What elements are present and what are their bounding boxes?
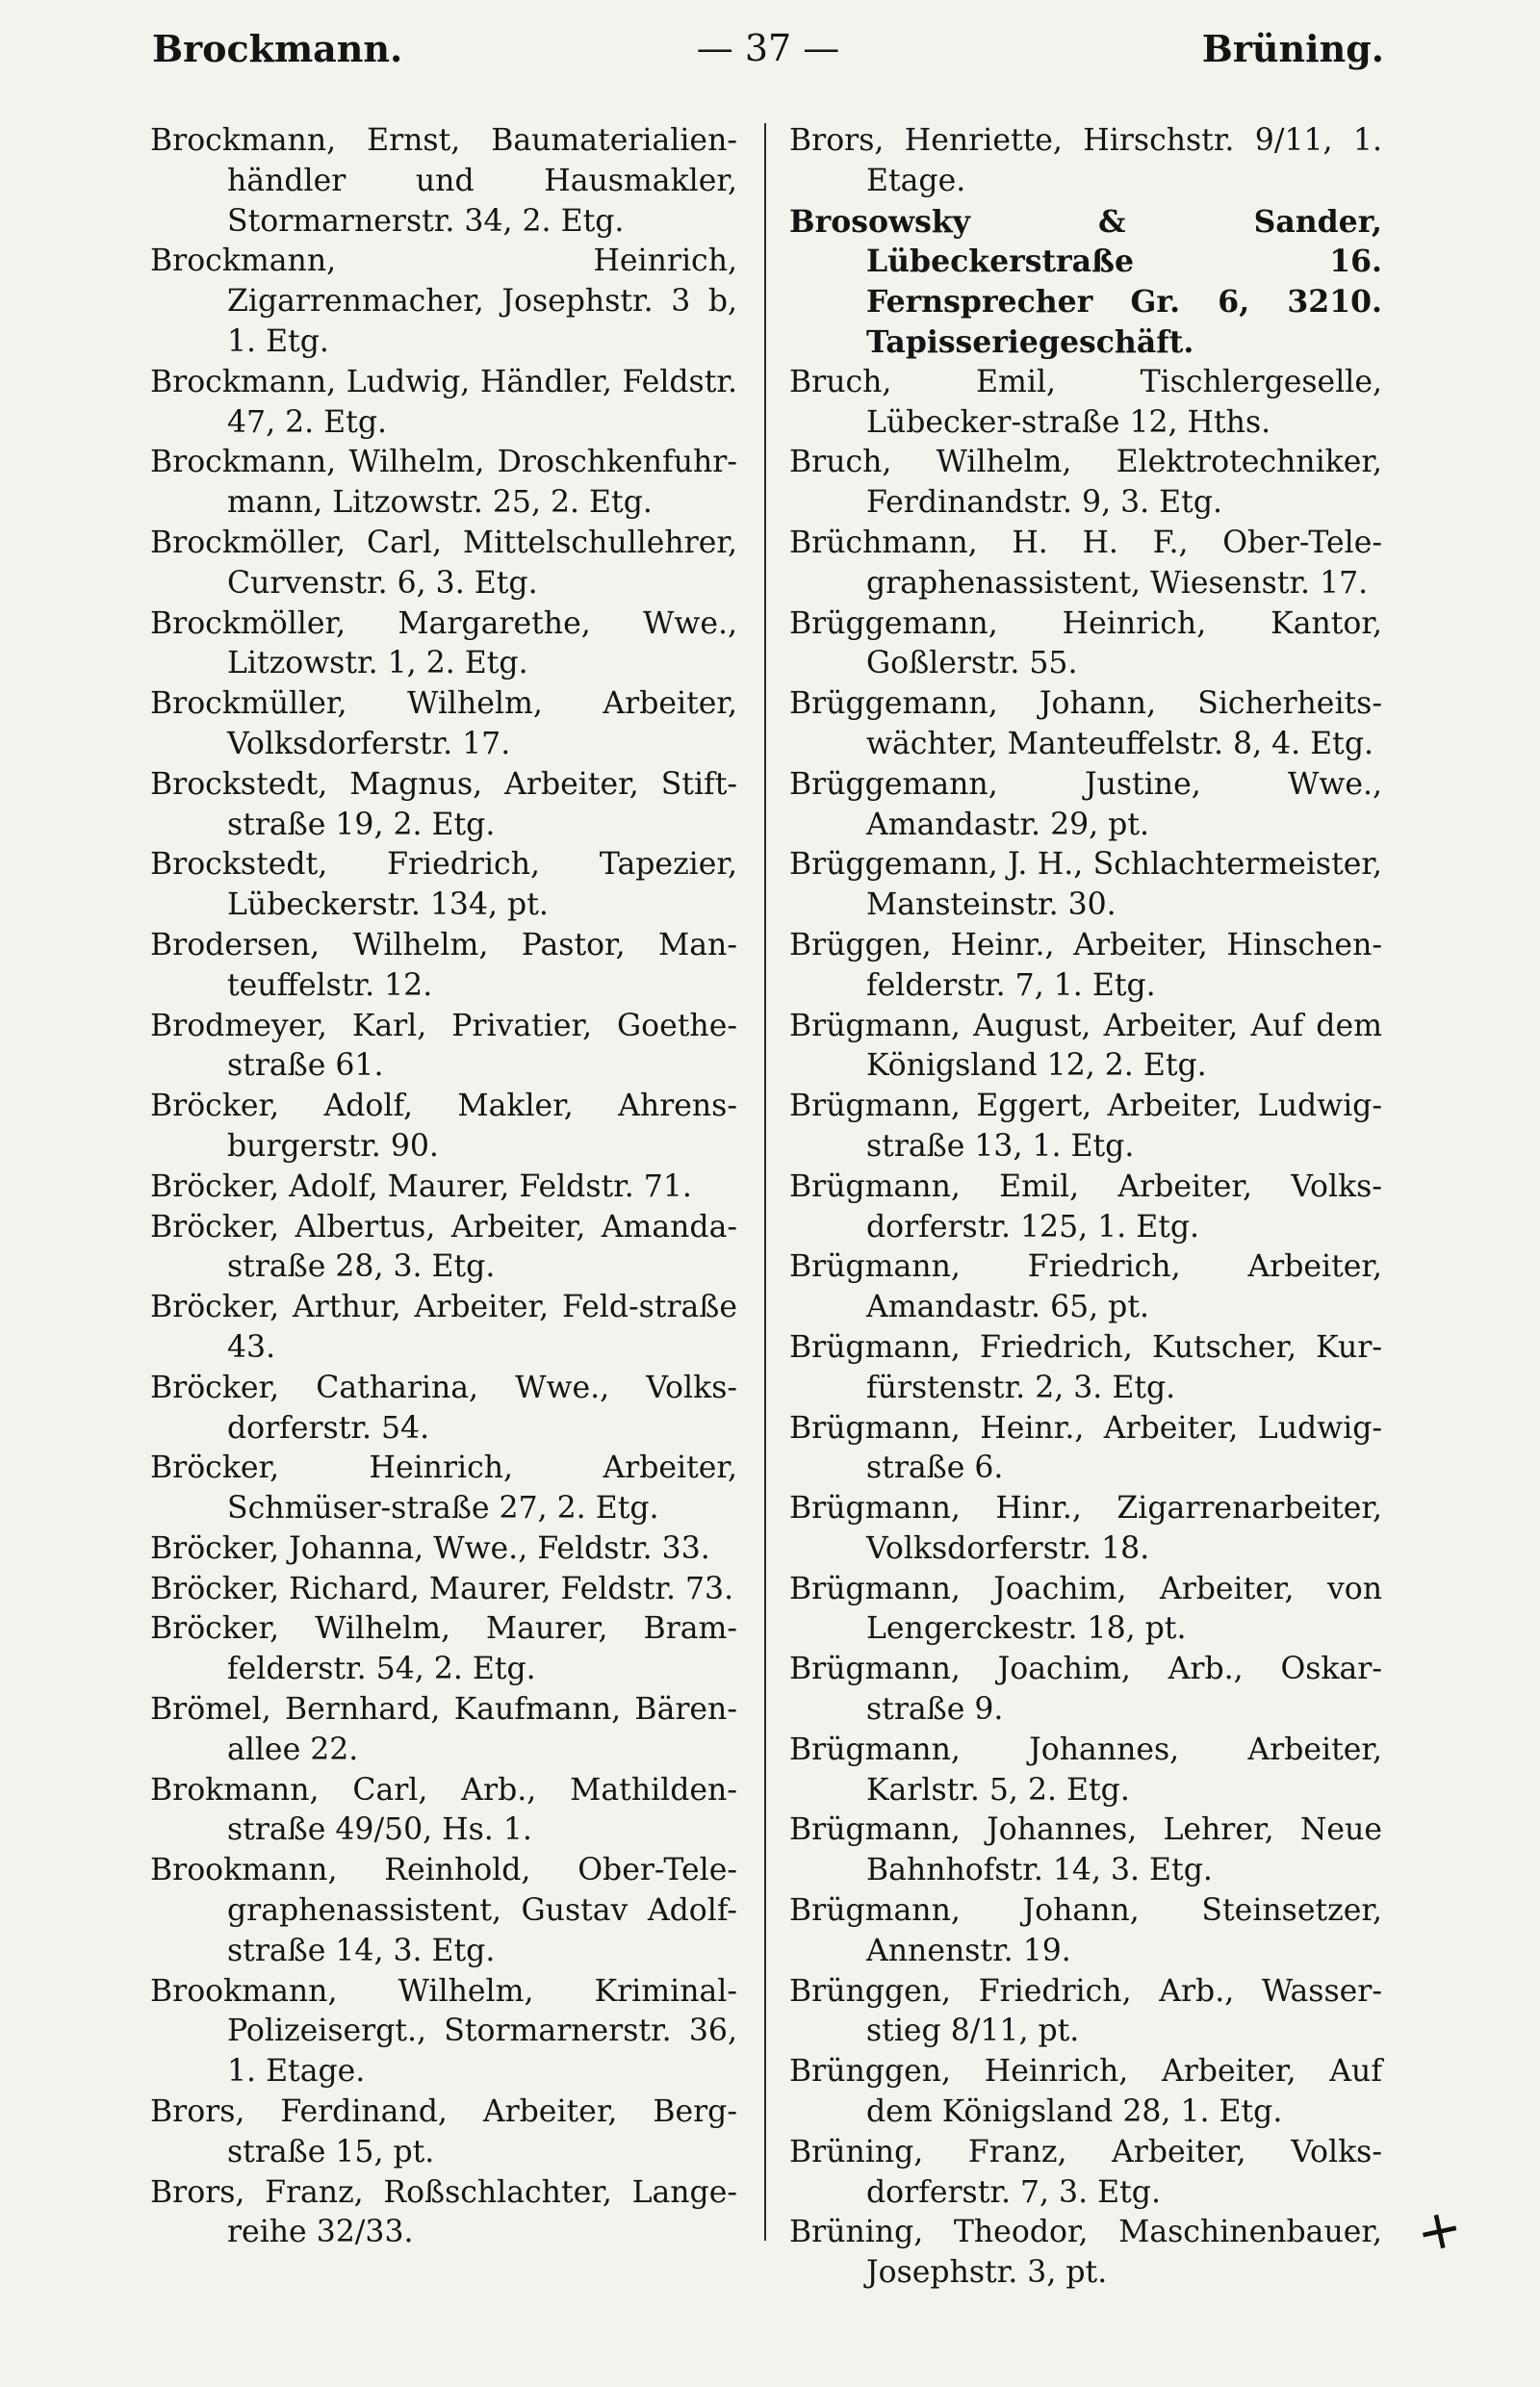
directory-entry: Brookmann, Reinhold, Ober-Tele-graphenassistent, Gustav Adolf-straße 14, 3. Etg. — [150, 1853, 737, 1968]
directory-entry: Brors, Franz, Roßschlachter, Lange-reihe 32/33. — [150, 2174, 737, 2250]
directory-entry: Brügmann, Joachim, Arbeiter, von Lengerckestr. 18, pt. — [789, 1571, 1382, 1647]
directory-entry: Brügmann, Johannes, Lehrer, Neue Bahnhofstr. 14, 3. Etg. — [789, 1812, 1382, 1888]
directory-entry: Brockmann, Ludwig, Händler, Feldstr. 47, 2. Etg. — [150, 364, 737, 440]
directory-entry: Brodmeyer, Karl, Privatier, Goethe-straße 61. — [150, 1008, 737, 1084]
directory-entry: Brügmann, Johann, Steinsetzer, Annenstr. 19. — [789, 1893, 1382, 1968]
directory-entry: Brüggemann, Heinrich, Kantor, Goßlerstr. 55. — [789, 605, 1382, 681]
directory-entry: Brömel, Bernhard, Kaufmann, Bären-allee 22. — [150, 1692, 737, 1767]
directory-entry: Brosowsky & Sander, Lübeckerstraße 16. Fernsprecher Gr. 6, 3210. Tapisseriegeschäft. — [789, 203, 1382, 360]
directory-entry: Brüggen, Heinr., Arbeiter, Hinschen-felderstr. 7, 1. Etg. — [789, 927, 1382, 1003]
directory-entry: Brügmann, Joachim, Arb., Oskar-straße 9. — [789, 1652, 1382, 1728]
directory-entry: Bröcker, Adolf, Maurer, Feldstr. 71. — [150, 1168, 692, 1204]
directory-entry: Brügmann, Hinr., Zigarrenarbeiter, Volksdorferstr. 18. — [789, 1491, 1382, 1566]
directory-entry: Brockmann, Wilhelm, Droschkenfuhr-mann, Litzowstr. 25, 2. Etg. — [150, 445, 737, 521]
page-header — [152, 27, 1384, 85]
directory-entry: Brügmann, Heinr., Arbeiter, Ludwig-straße 6. — [789, 1410, 1382, 1486]
directory-entry: Brünggen, Friedrich, Arb., Wasser-stieg 8/11, pt. — [789, 1973, 1382, 2049]
handwritten-cross-mark: + — [1410, 2194, 1469, 2267]
directory-entry: Bruch, Wilhelm, Elektrotechniker, Ferdinandstr. 9, 3. Etg. — [789, 445, 1382, 521]
directory-entry: Bröcker, Albertus, Arbeiter, Amanda-straße 28, 3. Etg. — [150, 1209, 737, 1285]
directory-entry: Brünggen, Heinrich, Arbeiter, Auf dem Königsland 28, 1. Etg. — [789, 2054, 1382, 2130]
directory-entry: Brüning, Franz, Arbeiter, Volks-dorferstr. 7, 3. Etg. — [789, 2134, 1382, 2210]
directory-entry: Bröcker, Richard, Maurer, Feldstr. 73. — [150, 1571, 734, 1606]
directory-entry: Brodersen, Wilhelm, Pastor, Man-teuffelstr. 12. — [150, 927, 737, 1003]
directory-entry: Bröcker, Johanna, Wwe., Feldstr. 33. — [150, 1530, 710, 1566]
directory-entry: Brockstedt, Friedrich, Tapezier, Lübeckerstr. 134, pt. — [150, 847, 737, 923]
directory-entry: Brockmöller, Margarethe, Wwe., Litzowstr. 1, 2. Etg. — [150, 605, 737, 681]
directory-entry: Brockmöller, Carl, Mittelschullehrer, Curvenstr. 6, 3. Etg. — [150, 525, 737, 601]
directory-entry: Brügmann, Emil, Arbeiter, Volks-dorferstr. 125, 1. Etg. — [789, 1168, 1382, 1245]
directory-entry: Bröcker, Arthur, Arbeiter, Feld-straße 43. — [150, 1290, 737, 1365]
directory-entry: Bröcker, Wilhelm, Maurer, Bram-felderstr. 54, 2. Etg. — [150, 1611, 737, 1687]
directory-entry: Brokmann, Carl, Arb., Mathilden-straße 49/50, Hs. 1. — [150, 1772, 737, 1848]
directory-entry: Brors, Henriette, Hirschstr. 9/11, 1. Etage. — [789, 123, 1382, 198]
directory-entry: Bröcker, Adolf, Makler, Ahrens-burgerstr. 90. — [150, 1089, 737, 1164]
directory-entry: Brüggemann, Johann, Sicherheits-wächter, Manteuffelstr. 8, 4. Etg. — [789, 686, 1382, 761]
header-first-name: Brockmann. — [152, 27, 403, 70]
directory-entry: Brockstedt, Magnus, Arbeiter, Stift-straße 19, 2. Etg. — [150, 766, 737, 842]
directory-entry: Brookmann, Wilhelm, Kriminal-Polizeisergt., Stormarnerstr. 36, 1. Etage. — [150, 1973, 737, 2090]
directory-entry: Bröcker, Heinrich, Arbeiter, Schmüser-straße 27, 2. Etg. — [150, 1450, 737, 1527]
directory-entry: Brügmann, August, Arbeiter, Auf dem Königsland 12, 2. Etg. — [789, 1008, 1382, 1084]
directory-entry: Brockmüller, Wilhelm, Arbeiter, Volksdorferstr. 17. — [150, 686, 737, 761]
page-number: — 37 — — [696, 27, 840, 69]
directory-entry: Brors, Ferdinand, Arbeiter, Berg-straße 15, pt. — [150, 2094, 737, 2169]
directory-entry: Bruch, Emil, Tischlergeselle, Lübecker-straße 12, Hths. — [789, 364, 1382, 440]
directory-entry: Brüggemann, J. H., Schlachtermeister, Mansteinstr. 30. — [789, 847, 1382, 923]
directory-entry: Brüchmann, H. H. F., Ober-Tele-graphenassistent, Wiesenstr. 17. — [789, 525, 1382, 601]
directory-entry: Brockmann, Heinrich, Zigarrenmacher, Josephstr. 3 b, 1. Etg. — [150, 244, 737, 359]
directory-entry: Brockmann, Ernst, Baumaterialien-händler und Hausmakler, Stormarnerstr. 34, 2. Etg. — [150, 123, 737, 239]
column-divider — [764, 123, 766, 2241]
header-last-name: Brüning. — [1201, 27, 1384, 70]
directory-entry: Brügmann, Friedrich, Arbeiter, Amandastr. 65, pt. — [789, 1249, 1382, 1325]
directory-entry: Brügmann, Friedrich, Kutscher, Kur-fürstenstr. 2, 3. Etg. — [789, 1329, 1382, 1405]
directory-entry: Brügmann, Eggert, Arbeiter, Ludwig-straße 13, 1. Etg. — [789, 1089, 1382, 1164]
directory-entry: Brügmann, Johannes, Arbeiter, Karlstr. 5, 2. Etg. — [789, 1732, 1382, 1808]
directory-entry: Brüning, Theodor, Maschinenbauer, Josephstr. 3, pt. — [789, 2215, 1382, 2291]
directory-entry: Bröcker, Catharina, Wwe., Volks-dorferstr. 54. — [150, 1370, 737, 1446]
right-column — [789, 121, 1382, 2294]
left-column — [150, 121, 737, 2253]
directory-entry: Brüggemann, Justine, Wwe., Amandastr. 29, pt. — [789, 766, 1382, 842]
